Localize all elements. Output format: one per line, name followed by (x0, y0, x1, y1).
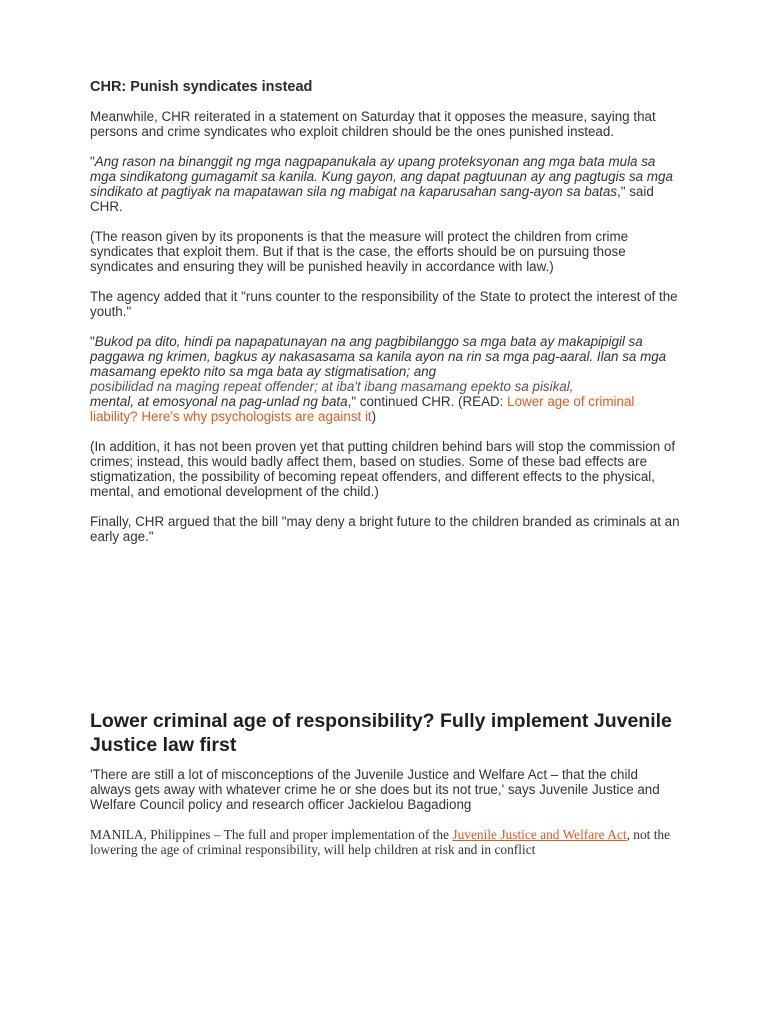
quote-open: " (90, 334, 95, 349)
body-start: MANILA, Philippines – The full and proper implementation of the (90, 827, 453, 842)
quote-open: " (90, 154, 95, 169)
quote-italic-b: posibilidad na maging repeat offender; at iba't ibang masamang epekto sa pisikal, (90, 379, 574, 394)
spacer (90, 559, 680, 709)
article-summary: 'There are still a lot of misconceptions of the Juvenile Justice and Welfare Act – that the child always gets away with whatever crime he or she does but its not true,' says Juvenile Justice and Welfare Council policy and research officer Jackielou Bagadiong (90, 767, 660, 812)
article-headline: Lower criminal age of responsibility? Fully implement Juvenile Justice law first (90, 710, 672, 756)
quote-filipino-1 (90, 154, 680, 214)
section-heading: CHR: Punish syndicates instead (90, 79, 313, 95)
article-page (90, 79, 680, 857)
translation-1: (The reason given by its proponents is that the measure will protect the children from crime syndicates that exploit them. But if that is the case, the efforts should be on pursuing those syndicates and ensuring they will be punished heavily in accordance with law.) (90, 229, 629, 274)
translation-2: (In addition, it has not been proven yet that putting children behind bars will stop the commission of crimes; instead, this would badly affect them, based on studies. Some of these bad effects are stigmatization, the possibility of becoming repeat offenders, and different effects to the physical, mental, and emotional development of the child.) (90, 439, 676, 499)
paragraph-intro: Meanwhile, CHR reiterated in a statement on Saturday that it opposes the measure, saying that persons and crime syndicates who exploit children should be the ones punished instead. (90, 109, 656, 139)
juvenile-justice-act-link[interactable]: Juvenile Justice and Welfare Act (452, 827, 627, 842)
quote-close-paren: ) (371, 409, 377, 424)
read-more-link[interactable]: Lower age of criminal liability? Here's why psychologists are against it (90, 394, 635, 424)
quote-italic-c: mental, at emosyonal na pag-unlad ng bata (90, 394, 348, 409)
quote-attribution: ," continued CHR. (READ: (347, 394, 508, 409)
body-end: , not the lowering the age of criminal responsibility, will help children at risk and in conflict (90, 827, 671, 857)
quote-attribution: ," said CHR. (90, 184, 654, 214)
paragraph-final: Finally, CHR argued that the bill "may deny a bright future to the children branded as criminals at an early age." (90, 514, 680, 544)
quote-filipino-2 (90, 334, 680, 424)
article-body (90, 827, 680, 857)
paragraph-agency: The agency added that it "runs counter to the responsibility of the State to protect the interest of the youth." (90, 289, 678, 319)
quote-italic-a: Bukod pa dito, hindi pa napapatunayan na ang pagbibilanggo sa mga bata ay makapipigil sa paggawa ng krimen, bagkus ay nakasasama sa kanila ayon na rin sa mga pag-aaral. Ilan sa mga masamang epekto nito sa mga bata ay stigmatisation; ang (90, 334, 667, 379)
quote-italic: Ang rason na binanggit ng mga nagpapanukala ay upang proteksyonan ang mga bata mula sa mga sindikatong gumagamit sa kanila. Kung gayon, ang dapat pagtuunan ay ang pagtugis sa mga sindikato at pagtiyak na mapatawan sila ng mabigat na kaparusahan sang-ayon sa batas (90, 154, 673, 199)
